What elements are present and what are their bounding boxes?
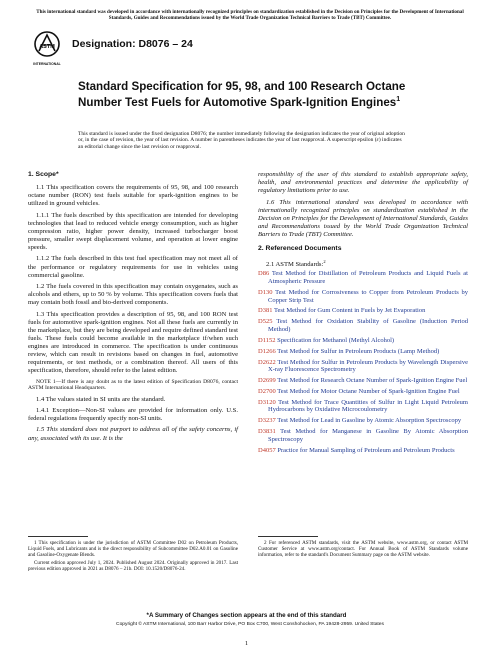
referenced-document-title[interactable]: Test Method for Motor Octane Number of Spark-Ignition Engine Fuel [277, 387, 460, 395]
referenced-document-item[interactable] [258, 447, 468, 455]
standard-issuance-note: This standard is issued under the fixed designation D8076; the number immediately following the designation indicates the year of original adoption or, in the case of revision, the year of last revision. A number in parentheses indicates the year of last reapproval. A superscript epsilon (ε) indicates an editorial change since the last revision or reapproval. [78, 131, 405, 150]
title-footnote-marker: 1 [396, 96, 401, 104]
referenced-document-title[interactable]: Test Method for Manganese in Gasoline By Atomic Absorption Spectroscopy [268, 428, 468, 443]
copyright-line: Copyright © ASTM International, 100 Barr Harbor Drive, PO Box C700, West Conshohocken, PA 19428-2959. United States [116, 622, 384, 627]
footnotes-left [28, 540, 238, 574]
referenced-document-title[interactable]: Test Method for Lead in Gasoline by Atomic Absorption Spectroscopy [277, 417, 462, 425]
referenced-document-item[interactable] [258, 417, 468, 425]
referenced-document-item[interactable] [258, 270, 468, 285]
scope-heading: 1. Scope* [28, 171, 59, 178]
logo-subtext: INTERNATIONAL [33, 62, 61, 66]
referenced-document-title[interactable]: Test Method for Trace Quantities of Sulfur in Light Liquid Petroleum Hydrocarbons by Oxidative Microcoulometry [268, 398, 468, 414]
paragraph-1-4-1: 1.4.1 Exception—Non-SI values are provided for information only. U.S. federal regulations frequently specify non-SI units. [28, 406, 238, 423]
left-column [28, 171, 238, 446]
referenced-document-item[interactable] [258, 307, 468, 315]
referenced-document-code[interactable]: D2700 [258, 387, 276, 395]
referenced-document-code[interactable]: D2699 [258, 377, 276, 385]
referenced-document-item[interactable] [258, 359, 468, 374]
footnote-1-edition: Current edition approved July 1, 2024. Published August 2024. Originally approved in 2017. Last previous edition approved in 2021 as D8076 – 21b. DOI: 10.1520/D8076-24. [28, 560, 238, 572]
paragraph-1-4: 1.4 The values stated in SI units are the standard. [36, 395, 166, 403]
referenced-document-title[interactable]: Test Method for Distillation of Petroleum Products and Liquid Fuels at Atmospheric Pressure [268, 270, 468, 286]
page-number: 1 [244, 640, 249, 647]
title-text: Standard Specification for 95, 98, and 100 Research Octane Number Test Fuels for Automotive Spark-Ignition Engines [78, 80, 406, 110]
footnote-divider-right [258, 536, 318, 537]
footnotes-right [258, 540, 468, 560]
referenced-document-code[interactable]: D3120 [258, 398, 276, 406]
referenced-document-code[interactable]: D525 [258, 318, 273, 326]
referenced-document-title[interactable]: Test Method for Sulfur in Petroleum Products by Wavelength Dispersive X-ray Fluorescence Spectrometry [268, 358, 468, 374]
referenced-documents-list [258, 270, 468, 454]
paragraph-1-1-2: 1.1.2 The fuels described in this test fuel specification may not meet all of the performance or regulatory requirements for use in vehicles using commercial gasoline. [28, 255, 238, 279]
footnote-1: 1 This specification is under the jurisdiction of ASTM Committee D02 on Petroleum Products, Liquid Fuels, and Lubricants and is the direct responsibility of Subcommittee D02.A0.01 on Gasoline and Gasoline-Oxygenate Blends. [28, 540, 238, 558]
footnote-2: 2 For referenced ASTM standards, visit the ASTM website, www.astm.org, or contact ASTM Customer Service at www.astm.org/contact. For Annual Book of ASTM Standards volume information, refer to the standard's Document Summary page on the ASTM website. [258, 540, 468, 558]
referenced-document-code[interactable]: D2622 [258, 358, 276, 366]
referenced-document-item[interactable] [258, 289, 468, 304]
paragraph-1-2: 1.2 The fuels covered in this specification may contain oxygenates, such as alcohols and ethers, up to 50 % by volume. This specification covers fuels that may contain both fossil and bio-derived components. [28, 283, 238, 307]
referenced-document-title[interactable]: Test Method for Gum Content in Fuels by Jet Evaporation [273, 307, 426, 315]
international-standard-notice: This international standard was developed in accordance with internationally recognized principles on standardization established in the Decision on Principles for the Development of International Standards, Guides and Recommendations issued by the World Trade Organization Technical Barriers to Trade (TBT) Committee. [36, 9, 464, 22]
referenced-document-item[interactable] [258, 337, 468, 345]
referenced-document-title[interactable]: Test Method for Research Octane Number of Spark-Ignition Engine Fuel [277, 377, 468, 385]
referenced-document-code[interactable]: D1152 [258, 336, 276, 344]
referenced-document-code[interactable]: D130 [258, 288, 273, 296]
paragraph-1-5-continued: responsibility of the user of this standard to establish appropriate safety, health, and environmental practices and determine the applicability of regulatory limitations prior to use. [258, 171, 468, 195]
paragraph-1-1: 1.1 This specification covers the requirements of 95, 98, and 100 research octane number (RON) test fuels suitable for spark-ignition engines to be utilized in ground vehicles. [28, 184, 238, 208]
referenced-document-item[interactable] [258, 377, 468, 385]
referenced-document-item[interactable] [258, 399, 468, 414]
referenced-document-title[interactable]: Test Method for Corrosiveness to Copper from Petroleum Products by Copper Strip Test [268, 288, 468, 304]
astm-standards-footnote-marker: 2 [323, 259, 326, 265]
referenced-document-code[interactable]: D3237 [258, 417, 276, 425]
paragraph-1-6: 1.6 This international standard was developed in accordance with internationally recognized principles on standardization established in the Decision on Principles for the Development of International Standards, Guides and Recommendations issued by the World Trade Organization Technical Barriers to Trade (TBT) Committee. [258, 198, 468, 238]
paragraph-1-3: 1.3 This specification provides a description of 95, 98, and 100 RON test fuels for automotive spark-ignition engines. Not all these fuels are currently in the marketplace, but they are being developed and require defined standard test fuels. These fuels could become available in the marketplace if/when such engines are introduced in commerce. The specification is under continuous review, which can result in revisions based on changes in fuel, automotive requirements, or test methods, or a combination thereof. All users of this specification, therefore, should refer to the latest edition. [28, 310, 238, 375]
astm-standards-label: 2.1 ASTM Standards: [266, 261, 324, 269]
note-1: NOTE 1—If there is any doubt as to the latest edition of Specification D8076, contact ASTM International Headquarters. [28, 378, 238, 392]
referenced-document-code[interactable]: D1266 [258, 347, 276, 355]
referenced-document-title[interactable]: Test Method for Sulfur in Petroleum Products (Lamp Method) [277, 347, 440, 355]
referenced-document-title[interactable]: Specification for Methanol (Methyl Alcohol) [277, 336, 395, 344]
referenced-document-code[interactable]: D4057 [258, 446, 276, 454]
referenced-documents-heading: 2. Referenced Documents [258, 245, 342, 253]
referenced-document-item[interactable] [258, 318, 468, 333]
referenced-document-item[interactable] [258, 428, 468, 443]
right-column [258, 171, 468, 458]
paragraph-1-5: 1.5 This standard does not purport to address all of the safety concerns, if any, associated with its use. It is the [28, 426, 238, 442]
referenced-document-code[interactable]: D86 [258, 270, 270, 278]
referenced-document-item[interactable] [258, 348, 468, 356]
astm-international-logo [33, 31, 61, 69]
referenced-document-item[interactable] [258, 388, 468, 396]
referenced-document-title[interactable]: Test Method for Oxidation Stability of Gasoline (Induction Period Method) [268, 318, 468, 333]
astm-standards-subheading [258, 258, 468, 269]
referenced-document-title[interactable]: Practice for Manual Sampling of Petroleum and Petroleum Products [277, 446, 455, 454]
referenced-document-code[interactable]: D3831 [258, 428, 276, 436]
footnote-divider-left [28, 536, 88, 537]
summary-of-changes-notice: *A Summary of Changes section appears at the end of this standard [146, 612, 347, 619]
logo-text: ASTM [39, 44, 55, 50]
paragraph-1-1-1: 1.1.1 The fuels described by this specification are intended for developing technologies that lead to reduced vehicle energy consumption, such as higher compression ratio, higher power density, increased turbocharger boost pressure, smaller swept displacement volume, and operation at lower engine speeds. [28, 211, 238, 252]
designation: Designation: D8076 – 24 [72, 38, 193, 50]
referenced-document-code[interactable]: D381 [258, 307, 273, 315]
page-title [78, 80, 438, 109]
